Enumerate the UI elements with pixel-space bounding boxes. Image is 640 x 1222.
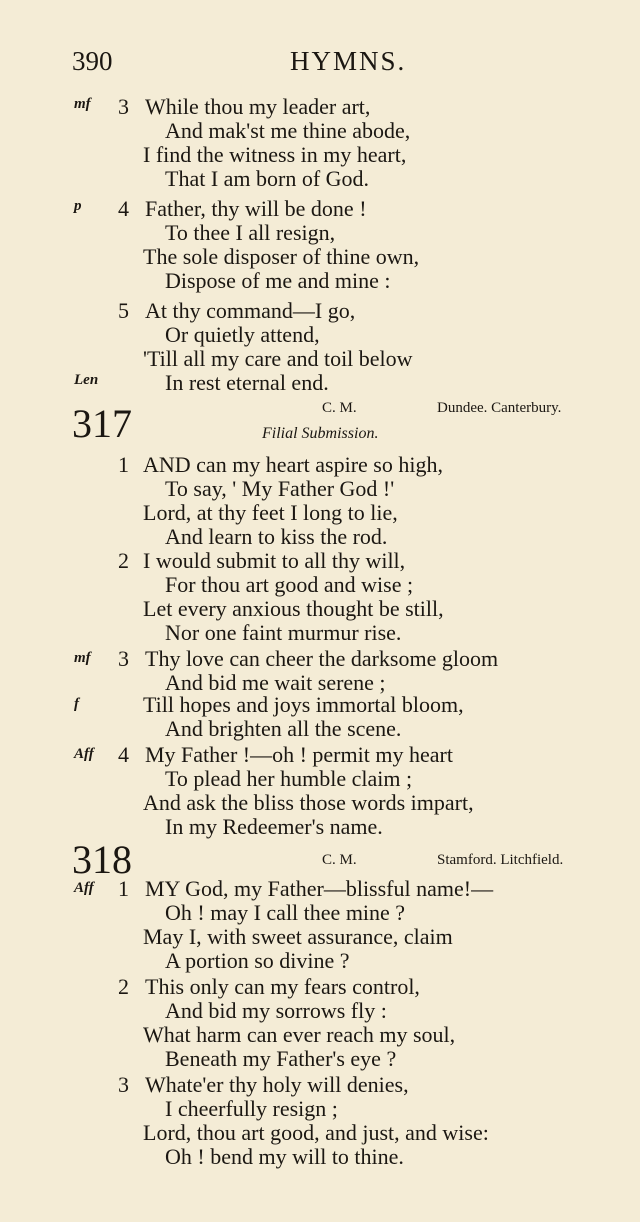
- dynamic-mark: f: [74, 696, 79, 712]
- verse-line: I cheerfully resign ;: [165, 1096, 338, 1121]
- hymn-tunes: Stamford. Litchfield.: [437, 852, 564, 868]
- verse-line: Oh ! bend my will to thine.: [165, 1144, 404, 1169]
- verse-number: 2: [118, 548, 129, 573]
- verse-line: A portion so divine ?: [165, 948, 350, 973]
- verse-line: I would submit to all thy will,: [143, 548, 406, 573]
- verse-line: Or quietly attend,: [165, 322, 320, 347]
- verse-line: Till hopes and joys immortal bloom,: [143, 692, 464, 717]
- verse-line: May I, with sweet assurance, claim: [143, 924, 453, 949]
- verse-line: To say, ' My Father God !': [165, 476, 395, 501]
- verse-line: Lord, thou art good, and just, and wise:: [143, 1120, 489, 1145]
- verse-line: In my Redeemer's name.: [165, 814, 383, 839]
- dynamic-mark: mf: [74, 650, 91, 666]
- hymn-number: 318: [72, 837, 132, 882]
- verse-line: And ask the bliss those words impart,: [143, 790, 474, 815]
- verse-line: Father, thy will be done !: [145, 196, 367, 221]
- verse-line: Nor one faint murmur rise.: [165, 620, 402, 645]
- hymn-subtitle: Filial Submission.: [262, 425, 379, 442]
- verse-line: Whate'er thy holy will denies,: [145, 1072, 409, 1097]
- page-header: [72, 46, 622, 76]
- verse-line: Oh ! may I call thee mine ?: [165, 900, 406, 925]
- verse-number: 1: [118, 876, 129, 901]
- verse-line: And mak'st me thine abode,: [165, 118, 411, 143]
- page-number: 390: [72, 46, 113, 76]
- verse-line: What harm can ever reach my soul,: [143, 1022, 456, 1047]
- verse-line: My Father !—oh ! permit my heart: [145, 742, 453, 767]
- verse-line: 'Till all my care and toil below: [143, 346, 413, 371]
- dynamic-mark: Len: [74, 372, 99, 388]
- verse-line: AND can my heart aspire so high,: [143, 452, 443, 477]
- verse-line: To thee I all resign,: [165, 220, 336, 245]
- hymn-meter: C. M.: [322, 400, 357, 416]
- verse-line: I find the witness in my heart,: [143, 142, 407, 167]
- verse-number: 3: [118, 94, 129, 119]
- verse-number: 3: [118, 646, 129, 671]
- verse-line: And bid me wait serene ;: [165, 670, 386, 695]
- verse-line: That I am born of God.: [165, 166, 370, 191]
- verse-number: 4: [118, 742, 129, 767]
- verse-number: 1: [118, 452, 129, 477]
- verse-line: To plead her humble claim ;: [165, 766, 413, 791]
- verse-number: 3: [118, 1072, 129, 1097]
- verse-line: Dispose of me and mine :: [165, 268, 391, 293]
- dynamic-mark: p: [74, 198, 82, 214]
- hymn-number: 317: [72, 401, 132, 446]
- verse-number: 5: [118, 298, 129, 323]
- verse-line: Thy love can cheer the darksome gloom: [145, 646, 499, 671]
- dynamic-mark: Aff: [74, 746, 94, 762]
- verse-line: The sole disposer of thine own,: [143, 244, 420, 269]
- verse-line: Beneath my Father's eye ?: [165, 1046, 397, 1071]
- verse-line: Let every anxious thought be still,: [143, 596, 444, 621]
- verse-line: At thy command—I go,: [145, 298, 356, 323]
- dynamic-mark: Aff: [74, 880, 94, 896]
- verse-number: 4: [118, 196, 129, 221]
- running-title: HYMNS.: [290, 46, 407, 76]
- verse-line: And learn to kiss the rod.: [165, 524, 388, 549]
- hymn-meter: C. M.: [322, 852, 357, 868]
- dynamic-mark: mf: [74, 96, 91, 112]
- verse-line: And bid my sorrows fly :: [165, 998, 387, 1023]
- verse-line: This only can my fears control,: [145, 974, 420, 999]
- verse-line: Lord, at thy feet I long to lie,: [143, 500, 398, 525]
- verse-line: In rest eternal end.: [165, 370, 329, 395]
- verse-line: MY God, my Father—blissful name!—: [145, 876, 494, 901]
- verse-line: For thou art good and wise ;: [165, 572, 414, 597]
- verse-number: 2: [118, 974, 129, 999]
- verse-line: And brighten all the scene.: [165, 716, 402, 741]
- hymn-tunes: Dundee. Canterbury.: [437, 400, 562, 416]
- verse-line: While thou my leader art,: [145, 94, 371, 119]
